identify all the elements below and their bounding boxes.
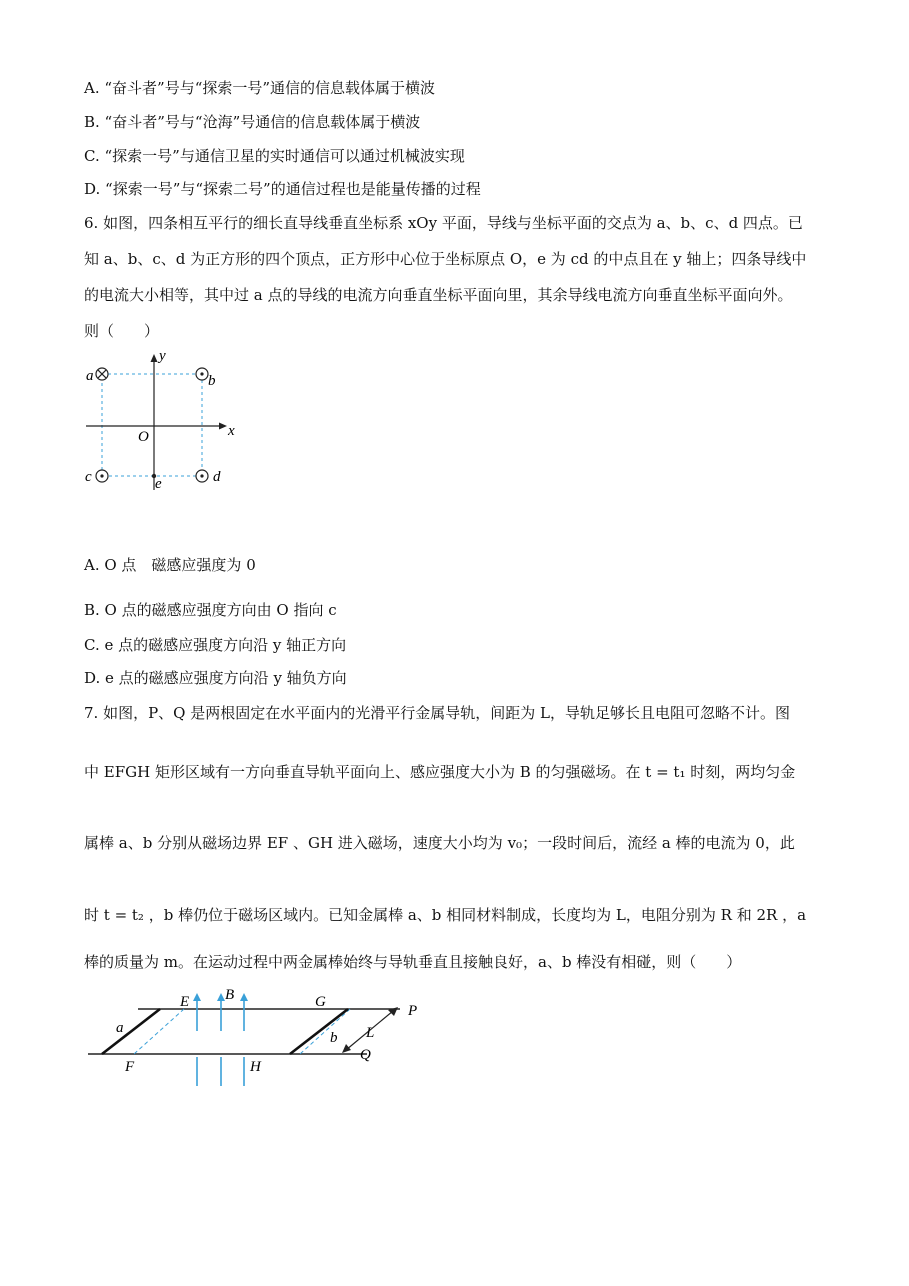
q5-option-a: A. “奋斗者”号与“探索一号”通信的信息载体属于横波 (84, 79, 436, 97)
q6-stem-line-4: 则（ ） (84, 322, 160, 340)
q7-stem-line-1: 7. 如图，P、Q 是两根固定在水平面内的光滑平行金属导轨，间距为 L，导轨足够长且电阻可忽略不计。图 (84, 704, 790, 722)
label-y-axis: y (159, 348, 166, 364)
q5-option-d: D. “探索一号”与“探索二号”的通信过程也是能量传播的过程 (84, 180, 481, 198)
q6-figure (80, 345, 260, 495)
rod-b (290, 1009, 348, 1054)
y-axis-arrow-icon (151, 354, 158, 362)
label-x-axis: x (228, 423, 235, 439)
q7-figure (80, 982, 440, 1092)
label-b-field: B (225, 987, 235, 1003)
label-c: c (85, 469, 92, 485)
label-l: L (366, 1025, 375, 1041)
x-axis-arrow-icon (219, 423, 227, 430)
arrow-head-icon (342, 1044, 351, 1053)
q7-stem-line-2: 中 EFGH 矩形区域有一方向垂直导轨平面向上、感应强度大小为 B 的匀强磁场。在 t = t₁ 时刻，两均匀金 (84, 763, 796, 781)
wire-out-of-plane-icon (196, 470, 208, 482)
field-arrow-icon (240, 993, 248, 1001)
wire-out-of-plane-icon (96, 470, 108, 482)
label-h: H (250, 1059, 261, 1075)
label-b: b (208, 373, 216, 389)
label-e: e (155, 476, 162, 492)
magnetic-field-lines (197, 1000, 244, 1086)
label-p: P (408, 1003, 418, 1019)
q6-option-b: B. O 点的磁感应强度方向由 O 指向 c (84, 601, 337, 619)
q6-stem-line-1: 6. 如图，四条相互平行的细长直导线垂直坐标系 xOy 平面，导线与坐标平面的交点为 a、b、c、d 四点。已 (84, 214, 803, 232)
q6-stem-line-2: 知 a、b、c、d 为正方形的四个顶点，正方形中心位于坐标原点 O，e 为 cd 的中点且在 y 轴上；四条导线中 (84, 250, 807, 268)
boundary-gh (300, 1009, 350, 1054)
label-a: a (116, 1020, 124, 1036)
q5-option-b: B. “奋斗者”号与“沧海”号通信的信息载体属于横波 (84, 113, 421, 131)
q6-option-d: D. e 点的磁感应强度方向沿 y 轴负方向 (84, 669, 347, 687)
q7-stem-line-5: 棒的质量为 m。在运动过程中两金属棒始终与导轨垂直且接触良好，a、b 棒没有相碰，则（ ） (84, 953, 742, 971)
field-arrow-icon (217, 993, 225, 1001)
label-a: a (86, 368, 94, 384)
q7-stem-line-4: 时 t = t₂ ，b 棒仍位于磁场区域内。已知金属棒 a、b 相同材料制成，长度均为 L，电阻分别为 R 和 2R ，a (84, 906, 807, 924)
label-b-rod: b (330, 1030, 338, 1046)
wire-out-of-plane-icon (196, 368, 208, 380)
field-arrow-icon (193, 993, 201, 1001)
rod-a (102, 1009, 160, 1054)
boundary-ef (134, 1009, 184, 1054)
q5-option-c: C. “探索一号”与通信卫星的实时通信可以通过机械波实现 (84, 147, 465, 165)
label-g: G (315, 994, 326, 1010)
label-e: E (180, 994, 190, 1010)
q7-stem-line-3: 属棒 a、b 分别从磁场边界 EF 、GH 进入磁场，速度大小均为 v₀；一段时间后，流经 a 棒的电流为 0，此 (84, 834, 795, 852)
dashed-square (102, 374, 202, 476)
label-f: F (125, 1059, 135, 1075)
label-q: Q (360, 1047, 371, 1063)
q6-option-c: C. e 点的磁感应强度方向沿 y 轴正方向 (84, 636, 347, 654)
label-d: d (213, 469, 221, 485)
q6-stem-line-3: 的电流大小相等，其中过 a 点的导线的电流方向垂直坐标平面向里，其余导线电流方向垂直坐标平面向外。 (84, 286, 793, 304)
label-origin: O (138, 429, 149, 445)
wire-into-plane-icon (96, 368, 108, 380)
q6-option-a: A. O 点 磁感应强度为 0 (84, 556, 256, 574)
